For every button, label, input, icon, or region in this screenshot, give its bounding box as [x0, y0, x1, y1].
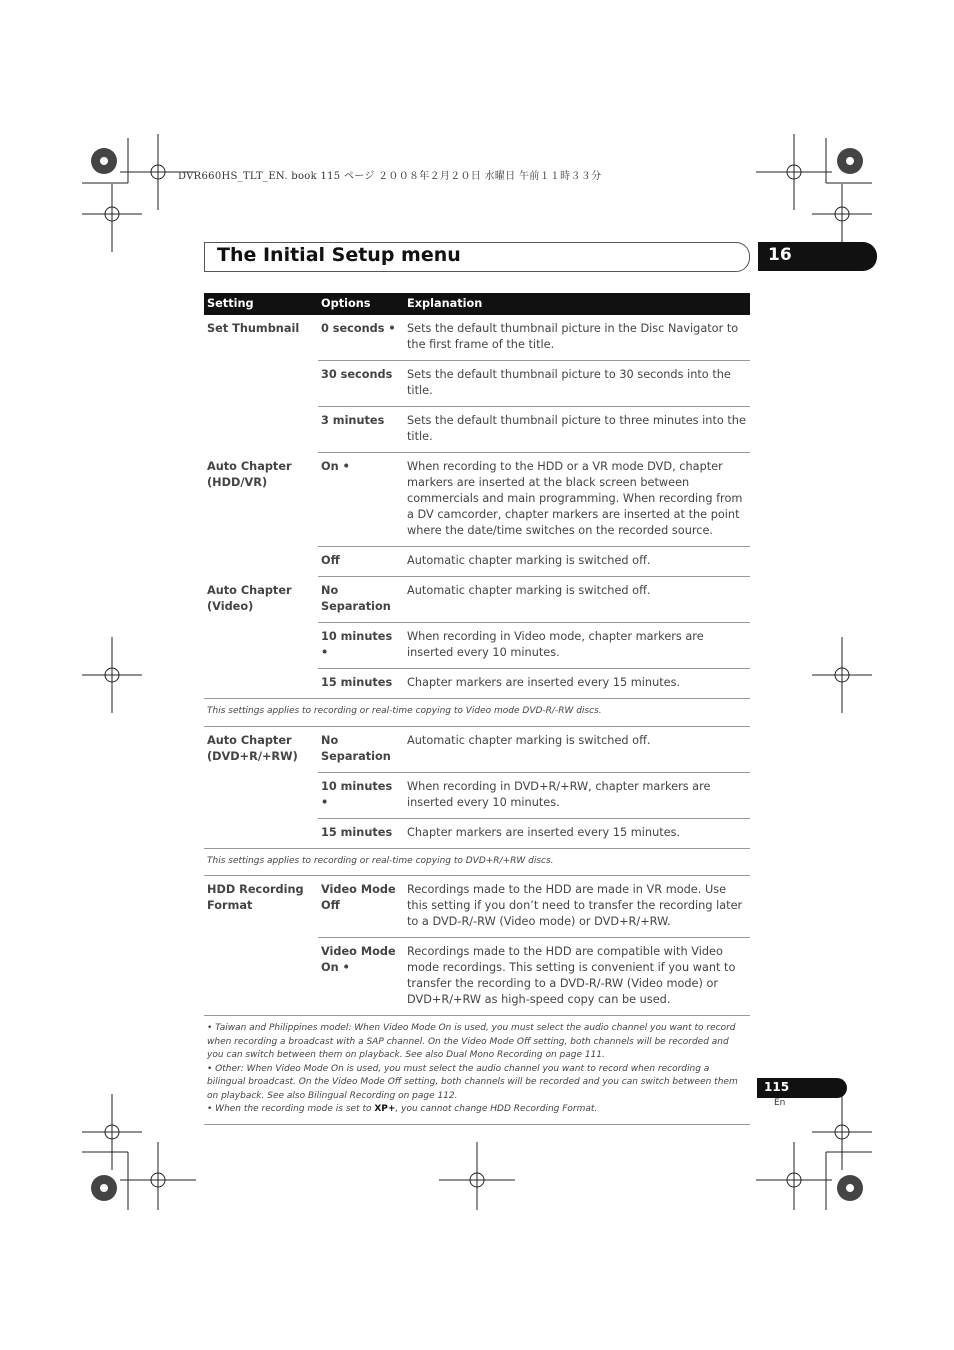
option-value: 3 minutes — [318, 407, 404, 453]
column-header-options: Options — [318, 293, 404, 315]
option-value: 15 minutes — [318, 818, 404, 848]
settings-table — [204, 293, 750, 1125]
setting-name: Auto Chapter (Video) — [207, 583, 292, 613]
table-note-row — [204, 1016, 750, 1125]
table-notes — [204, 1016, 750, 1125]
option-explanation: Recordings made to the HDD are compatible with Video mode recordings. This setting is convenient if you want to transfer the recording to a DVD-R/-RW (Video mode) or DVD+R/+RW as high-speed copy can be used. — [404, 938, 750, 1016]
chapter-tab — [758, 242, 877, 271]
page-number-tab — [757, 1078, 847, 1098]
option-value: 15 minutes — [318, 669, 404, 699]
option-explanation: When recording in DVD+R/+RW, chapter markers are inserted every 10 minutes. — [404, 772, 750, 818]
table-note-row — [204, 699, 750, 727]
option-value: Video Mode On • — [318, 938, 404, 1016]
table-note: This settings applies to recording or real-time copying to DVD+R/+RW discs. — [204, 848, 750, 876]
note-xp-suffix: , you cannot change HDD Recording Format. — [395, 1104, 598, 1114]
table-note-row — [204, 848, 750, 876]
file-info-header: DVR660HS_TLT_EN. book 115 ページ ２００８年２月２０日 水曜日 午前１１時３３分 — [178, 171, 602, 182]
table-header-row — [204, 293, 750, 315]
section-title-bar — [204, 242, 750, 272]
option-explanation: Automatic chapter marking is switched off. — [404, 726, 750, 772]
option-value: 10 minutes • — [318, 772, 404, 818]
note-xp-prefix: • When the recording mode is set to — [207, 1104, 375, 1114]
table-row — [204, 726, 750, 772]
page-number: 115 — [764, 1080, 790, 1094]
table-row — [204, 876, 750, 938]
option-value: On • — [318, 453, 404, 547]
note-xp-mode — [207, 1103, 747, 1117]
option-explanation: When recording to the HDD or a VR mode DVD, chapter markers are inserted at the black screen between commercials and main programming. When recording from a DV camcorder, chapter markers are inserted at the point where the date/time switches on the recorded source. — [404, 453, 750, 547]
setting-name: Set Thumbnail — [207, 322, 300, 335]
note-taiwan: • Taiwan and Philippines model: When Video Mode On is used, you must select the audio channel you want to record when recording a broadcast with a SAP channel. On the Video Mode Off setting, both channels will be recorded and you can switch between them on playback. See also Dual Mono Recording on page 111. — [207, 1023, 736, 1060]
note-xp-mode-name: XP+ — [374, 1104, 396, 1114]
setting-name: Auto Chapter (DVD+R/+RW) — [207, 733, 298, 763]
option-value: Video Mode Off — [318, 876, 404, 938]
option-explanation: When recording in Video mode, chapter markers are inserted every 10 minutes. — [404, 623, 750, 669]
table-row — [204, 315, 750, 361]
option-explanation: Sets the default thumbnail picture in the Disc Navigator to the first frame of the title. — [407, 322, 739, 351]
option-explanation: Recordings made to the HDD are made in VR mode. Use this setting if you don’t need to transfer the recording later to a DVD-R/-RW (Video mode) or DVD+R/+RW. — [404, 876, 750, 938]
setting-name: HDD Recording Format — [207, 883, 304, 912]
column-header-setting: Setting — [204, 293, 318, 315]
chapter-number: 16 — [768, 245, 792, 265]
option-explanation: Automatic chapter marking is switched off. — [404, 577, 750, 623]
table-row — [204, 577, 750, 623]
table-row — [204, 453, 750, 547]
page-language: En — [774, 1098, 786, 1108]
table-note: This settings applies to recording or real-time copying to Video mode DVD-R/-RW discs. — [204, 699, 750, 727]
setting-name: Auto Chapter (HDD/VR) — [207, 459, 292, 489]
option-value: 10 minutes • — [318, 623, 404, 669]
note-other: • Other: When Video Mode On is used, you must select the audio channel you want to record when recording a bilingual broadcast. On the Video Mode Off setting, both channels will be recorded and you can switch between them on playback. See also Bilingual Recording on page 112. — [207, 1063, 738, 1101]
option-value: No Separation — [318, 577, 404, 623]
option-explanation: Chapter markers are inserted every 15 minutes. — [404, 818, 750, 848]
option-value: 30 seconds — [318, 361, 404, 407]
option-explanation: Automatic chapter marking is switched off. — [404, 547, 750, 577]
option-value: Off — [318, 547, 404, 577]
option-value: 0 seconds • — [321, 322, 396, 335]
page-title: The Initial Setup menu — [217, 244, 461, 266]
option-explanation: Sets the default thumbnail picture to 30 seconds into the title. — [404, 361, 750, 407]
option-explanation: Sets the default thumbnail picture to three minutes into the title. — [404, 407, 750, 453]
option-explanation: Chapter markers are inserted every 15 minutes. — [404, 669, 750, 699]
column-header-explanation: Explanation — [404, 293, 750, 315]
option-value: No Separation — [318, 726, 404, 772]
